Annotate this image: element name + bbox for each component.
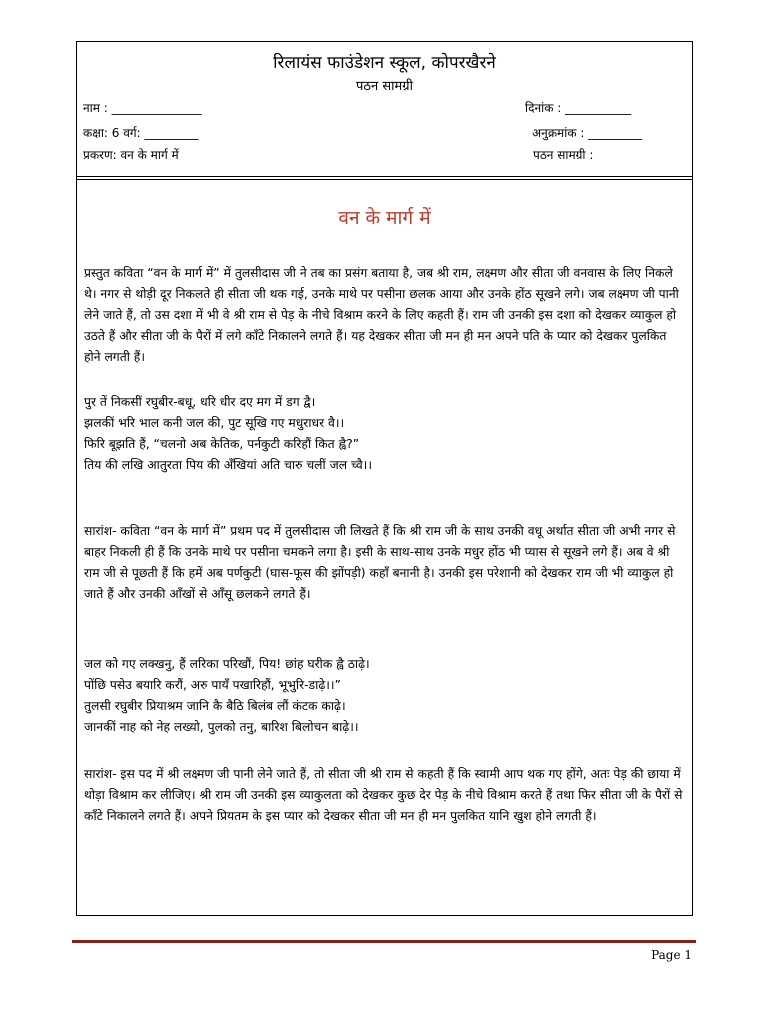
class-field: कक्षा: 6 वर्ग: _________: [83, 126, 199, 140]
verse-line: पोंछि पसेउ बयारि करौं, अरु पायँ पखारिहौं, भूभुरि-डाढ़े।।”: [84, 678, 341, 692]
footer-divider: [72, 940, 696, 943]
verse-line: झलकीं भरि भाल कनी जल की, पुट सूखि गए मधुराधर वै।।: [84, 416, 345, 430]
verse-line: पुर तें निकसीं रघुबीर-बधू, धरि धीर दए मग में डग द्वै।: [84, 395, 316, 409]
material-label: पठन सामग्री: [356, 79, 413, 94]
intro-paragraph: [84, 263, 684, 368]
page-number: Page 1: [651, 948, 692, 962]
verse-line: तुलसी रघुबीर प्रियाश्रम जानि कै बैठि बिलंब लौं कंटक काढ़े।: [84, 699, 346, 713]
summary-text: सारांश- कविता “वन के मार्ग में” प्रथम पद में तुलसीदास जी लिखते हैं कि श्री राम जी के साथ उनकी वधू अर्थात सीता जी अभी नगर से बाहर निकली ही हैं कि उनके माथे पर पसीना चमकने लगा है। इसी के साथ-साथ उनके मधुर होंठ भी प्यास से सूखने लगे हैं। अब वे श्री राम जी से पूछती हैं कि हमें अब पर्णकुटी (घास-फूस की झोंपड़ी) कहाँ बनानी है। उनकी इस परेशानी को देखकर राम जी भी व्याकुल हो जाते हैं और उनकी आँखों से आँसू छलकने लगते हैं।: [84, 524, 676, 601]
verse-line: जल को गए लक्खनु, हैं लरिका परिखौं, पिय! छांह घरीक ह्वै ठाढ़े।: [84, 657, 370, 671]
page-frame: [76, 41, 693, 916]
reading-material-field: पठन सामग्री :: [533, 148, 594, 162]
name-field: नाम : _______________: [83, 101, 202, 115]
summary-two: [84, 764, 684, 827]
lesson-title: वन के मार्ग में: [338, 207, 431, 229]
verse-line: तिय की लखि आतुरता पिय की अँखियां अति चारु चलीं जल च्वै।।: [84, 458, 372, 472]
summary-one: [84, 521, 684, 605]
topic-field: प्रकरण: वन के मार्ग में: [83, 148, 179, 162]
roll-number-field: अनुक्रमांक : _________: [532, 126, 643, 140]
verse-line: फिरि बूझति हैं, “चलनो अब केतिक, पर्नकुटी करिहौं कित ह्वै?”: [84, 437, 360, 451]
header-divider-double: [77, 179, 692, 180]
verse-two: [84, 654, 684, 738]
verse-one: [84, 392, 684, 476]
school-name: रिलायंस फाउंडेशन स्कूल, कोपरखैरने: [273, 53, 496, 73]
verse-line: जानकीं नाह को नेह लख्यो, पुलको तनु, बारिश बिलोचन बाढ़े।।: [84, 720, 359, 734]
summary-text: सारांश- इस पद में श्री लक्ष्मण जी पानी लेने जाते हैं, तो सीता जी श्री राम से कहती हैं कि स्वामी आप थक गए होंगे, अतः पेड़ की छाया में थोड़ा विश्राम कर लीजिए। श्री राम जी उनकी इस व्याकुलता को देखकर कुछ देर पेड़ के नीचे विश्राम करते हैं तथा फिर सीता जी के पैरों से काँटे निकालने लगते हैं। अपने प्रियतम के इस प्यार को देखकर सीता जी मन ही मन पुलकित यानि खुश होने लगती हैं।: [84, 767, 683, 823]
date-field: दिनांक : ___________: [525, 101, 632, 115]
header-divider: [77, 176, 692, 177]
intro-text: प्रस्तुत कविता “वन के मार्ग में” में तुलसीदास जी ने तब का प्रसंग बताया है, जब श्री राम, लक्ष्मण और सीता जी वनवास के लिए निकले थे। नगर से थोड़ी दूर निकलते ही सीता जी थक गई, उनके माथे पर पसीना छलक आया और उनके होंठ सूखने लगे। जब लक्ष्मण जी पानी लेने जाते हैं, तो उस दशा में भी वे श्री राम से पेड़ के नीचे विश्राम करने के लिए कहती हैं। राम जी उनकी इस दशा को देखकर व्याकुल हो उठते हैं और सीता जी के पैरों में लगे काँटे निकालने लगते हैं। यह देखकर सीता जी मन ही मन अपने पति के प्यार को देखकर पुलकित होने लगती हैं।: [84, 266, 679, 364]
worksheet-header: [77, 42, 692, 180]
